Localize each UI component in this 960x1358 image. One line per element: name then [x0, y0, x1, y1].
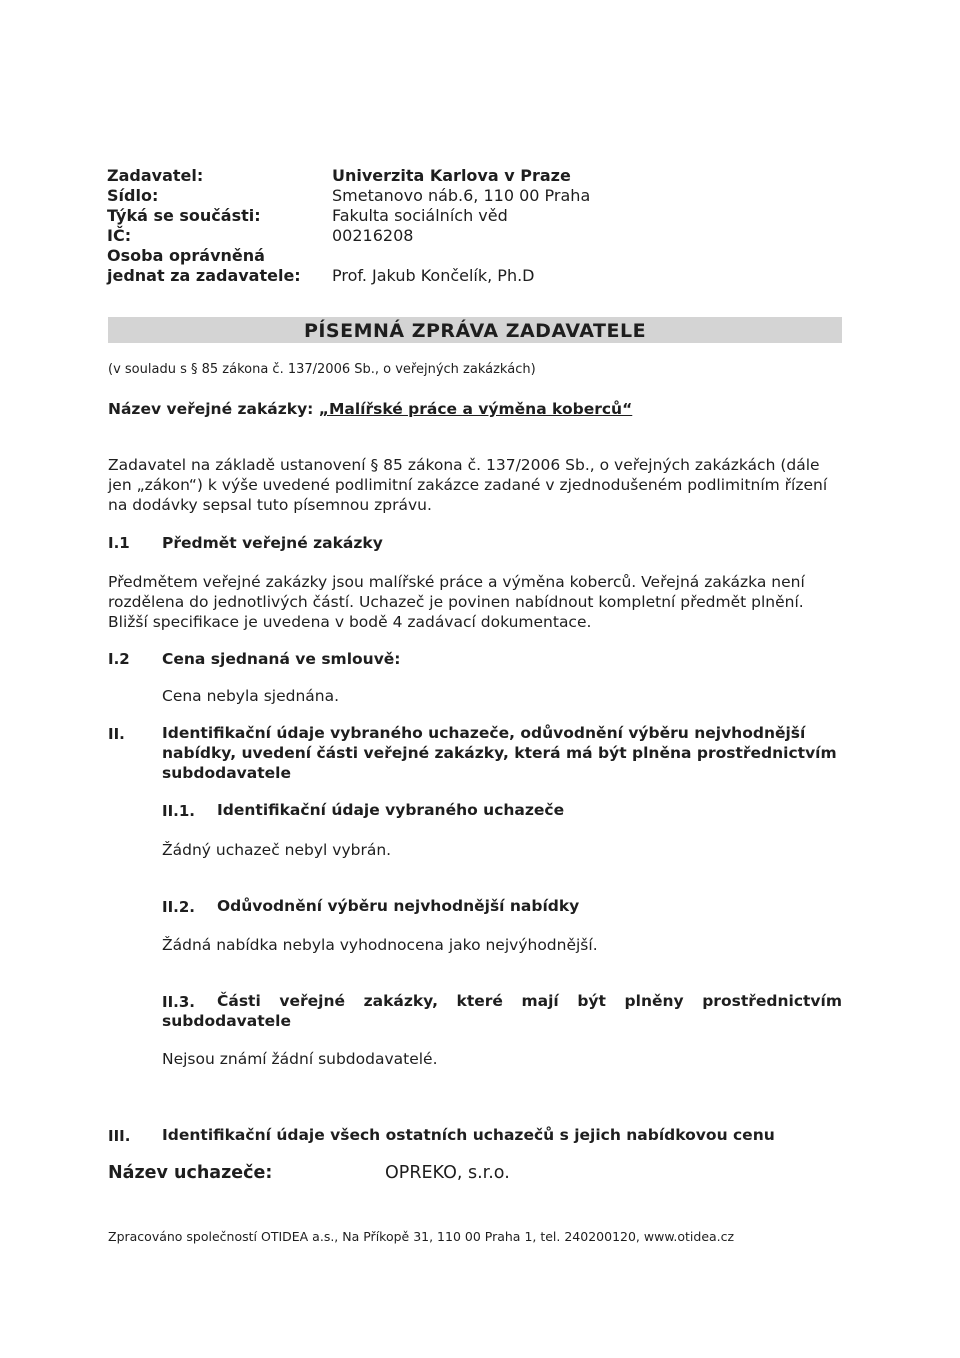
label-zadavatel: Zadavatel:	[107, 166, 204, 185]
section-2-title-line: subdodavatele	[162, 764, 291, 782]
section-2-1-number: II.1.	[162, 802, 195, 820]
section-3-number: III.	[108, 1127, 131, 1145]
label-jednat: jednat za zadavatele:	[107, 266, 301, 285]
section-3-title: Identifikační údaje všech ostatních uchazečů s jejich nabídkovou cenu	[162, 1126, 775, 1144]
section-2-title-line: nabídky, uvedení části veřejné zakázky, která má být plněna prostřednictvím	[162, 744, 837, 762]
section-2-2-text: Žádná nabídka nebyla vyhodnocena jako nejvýhodnější.	[162, 936, 598, 954]
section-2-number: II.	[108, 725, 125, 743]
section-1-1-line: rozdělena do jednotlivých částí. Uchazeč je povinen nabídnout kompletní předmět plnění.	[108, 593, 804, 611]
section-2-1-title: Identifikační údaje vybraného uchazeče	[217, 801, 565, 819]
law-note: (v souladu s § 85 zákona č. 137/2006 Sb., o veřejných zakázkách)	[108, 362, 536, 377]
value-ic: 00216208	[332, 226, 414, 245]
intro-line: na dodávky sepsal tuto písemnou zprávu.	[108, 496, 432, 514]
report-title: PÍSEMNÁ ZPRÁVA ZADAVATELE	[303, 320, 647, 342]
contract-name-value: „Malířské práce a výměna koberců“	[318, 400, 633, 418]
value-soucast: Fakulta sociálních věd	[332, 206, 508, 225]
value-sidlo: Smetanovo náb.6, 110 00 Praha	[332, 186, 591, 205]
section-1-2-text: Cena nebyla sjednána.	[162, 687, 340, 705]
bidder-value: OPREKO, s.r.o.	[385, 1163, 510, 1183]
label-osoba: Osoba oprávněná	[107, 246, 265, 265]
footer-note: Zpracováno společností OTIDEA a.s., Na Příkopě 31, 110 00 Praha 1, tel. 240200120, www.otidea.cz	[108, 1229, 735, 1244]
section-1-2-title: Cena sjednaná ve smlouvě:	[162, 650, 401, 668]
section-1-1-title: Předmět veřejné zakázky	[162, 534, 383, 552]
intro-line: jen „zákon“) k výše uvedené podlimitní zakázce zadané v zjednodušeném podlimitním řízení	[108, 476, 828, 494]
section-2-3-text: Nejsou známí žádní subdodavatelé.	[162, 1050, 438, 1068]
label-sidlo: Sídlo:	[107, 186, 159, 205]
section-2-3-number: II.3.	[162, 993, 195, 1011]
section-2-2-title: Odůvodnění výběru nejvhodnější nabídky	[217, 897, 580, 915]
bidder-label: Název uchazeče:	[108, 1163, 273, 1183]
section-1-1-line: Bližší specifikace je uvedena v bodě 4 zadávací dokumentace.	[108, 613, 592, 631]
section-1-1-number: I.1	[108, 534, 130, 552]
section-2-3-title-line: Části veřejné zakázky, které mají být plněny prostřednictvím	[217, 992, 842, 1010]
intro-line: Zadavatel na základě ustanovení § 85 zákona č. 137/2006 Sb., o veřejných zakázkách (dále	[108, 456, 820, 474]
value-zadavatel: Univerzita Karlova v Praze	[332, 166, 571, 185]
section-1-1-line: Předmětem veřejné zakázky jsou malířské práce a výměna koberců. Veřejná zakázka není	[108, 573, 805, 591]
contract-name-label: Název veřejné zakázky:	[108, 400, 314, 418]
section-2-3-title-line: subdodavatele	[162, 1012, 291, 1030]
section-2-title-line: Identifikační údaje vybraného uchazeče, odůvodnění výběru nejvhodnější	[162, 724, 806, 742]
report-banner	[108, 317, 842, 343]
contract-name	[108, 400, 632, 418]
value-jednat: Prof. Jakub Končelík, Ph.D	[332, 266, 535, 285]
section-1-2-number: I.2	[108, 650, 130, 668]
label-ic: IČ:	[107, 226, 132, 245]
section-2-1-text: Žádný uchazeč nebyl vybrán.	[162, 841, 392, 859]
label-soucast: Týká se součásti:	[107, 206, 261, 225]
section-2-2-number: II.2.	[162, 898, 195, 916]
